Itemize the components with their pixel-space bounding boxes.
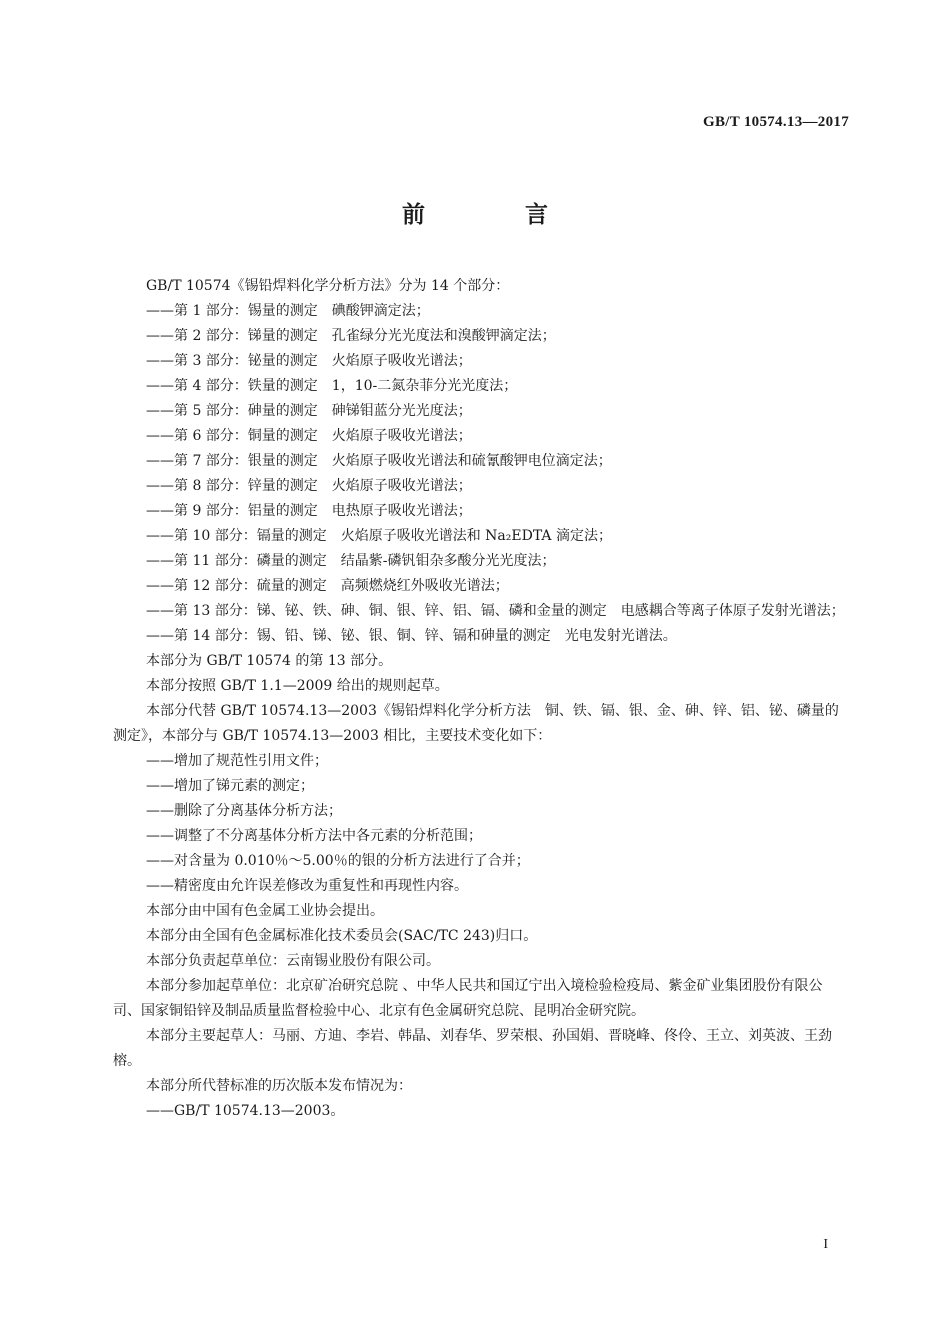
list-item: ——精密度由允许误差修改为重复性和再现性内容。 (146, 878, 468, 894)
foreword-body (113, 274, 850, 1124)
list-item: ——第 3 部分：铋量的测定 火焰原子吸收光谱法； (146, 353, 472, 369)
list-item: ——第 8 部分：锌量的测定 火焰原子吸收光谱法； (146, 478, 472, 494)
page-number: I (823, 1237, 828, 1252)
text-line: 本部分负责起草单位：云南锡业股份有限公司。 (146, 953, 440, 969)
list-item: ——第 7 部分：银量的测定 火焰原子吸收光谱法和硫氰酸钾电位滴定法； (146, 453, 612, 469)
list-item: ——GB/T 10574.13—2003。 (146, 1103, 345, 1119)
text-line: 本部分代替 GB/T 10574.13—2003《锡铅焊料化学分析方法 铜、铁、镉、银、金、砷、锌、铝、铋、磷量的测定》，本部分与 GB/T 10574.13—2003 相比，主要技术变化如下： (113, 703, 839, 744)
list-item: ——删除了分离基体分析方法； (146, 803, 342, 819)
list-item: ——第 10 部分：镉量的测定 火焰原子吸收光谱法和 Na₂EDTA 滴定法； (146, 528, 612, 544)
text-line: GB/T 10574《锡铅焊料化学分析方法》分为 14 个部分： (146, 278, 510, 294)
text-line: 本部分所代替标准的历次版本发布情况为： (146, 1078, 412, 1094)
list-item: ——第 4 部分：铁量的测定 1，10-二氮杂菲分光光度法； (146, 378, 518, 394)
text-line: 本部分由全国有色金属标准化技术委员会(SAC/TC 243)归口。 (146, 928, 538, 944)
list-item: ——调整了不分离基体分析方法中各元素的分析范围； (146, 828, 482, 844)
text-line: 本部分由中国有色金属工业协会提出。 (146, 903, 384, 919)
list-item: ——第 2 部分：锑量的测定 孔雀绿分光光度法和溴酸钾滴定法； (146, 328, 556, 344)
text-line: 本部分参加起草单位：北京矿冶研究总院 、中华人民共和国辽宁出入境检验检疫局、紫金矿业集团股份有限公司、国家铜铅锌及制品质量监督检验中心、北京有色金属研究总院、昆明冶金研究院。 (113, 978, 823, 1019)
text-line: 本部分主要起草人：马丽、方迪、李岩、韩晶、刘春华、罗荣根、孙国娟、晋晓峰、佟伶、王立、刘英波、王劲榕。 (113, 1028, 832, 1069)
text-line: 本部分按照 GB/T 1.1—2009 给出的规则起草。 (146, 678, 449, 694)
list-item: ——第 9 部分：铝量的测定 电热原子吸收光谱法； (146, 503, 472, 519)
list-item: ——对含量为 0.010％～5.00％的银的分析方法进行了合并； (146, 853, 530, 869)
list-item: ——第 6 部分：铜量的测定 火焰原子吸收光谱法； (146, 428, 472, 444)
list-item: ——增加了规范性引用文件； (146, 753, 328, 769)
standard-code: GB/T 10574.13—2017 (703, 114, 849, 130)
list-item: ——第 11 部分：磷量的测定 结晶紫-磷钒钼杂多酸分光光度法； (146, 553, 556, 569)
list-item: ——第 14 部分：锡、铅、锑、铋、银、铜、锌、镉和砷量的测定 光电发射光谱法。 (146, 628, 677, 644)
text-line: 本部分为 GB/T 10574 的第 13 部分。 (146, 653, 393, 669)
page-title: 前 言 (401, 202, 594, 228)
list-item: ——第 5 部分：砷量的测定 砷锑钼蓝分光光度法； (146, 403, 472, 419)
list-item: ——第 1 部分：锡量的测定 碘酸钾滴定法； (146, 303, 430, 319)
list-item: ——第 12 部分：硫量的测定 高频燃烧红外吸收光谱法； (146, 578, 509, 594)
list-item: ——第 13 部分：锑、铋、铁、砷、铜、银、锌、铝、镉、磷和金量的测定 电感耦合等离子体原子发射光谱法； (146, 603, 845, 619)
list-item: ——增加了锑元素的测定； (146, 778, 314, 794)
